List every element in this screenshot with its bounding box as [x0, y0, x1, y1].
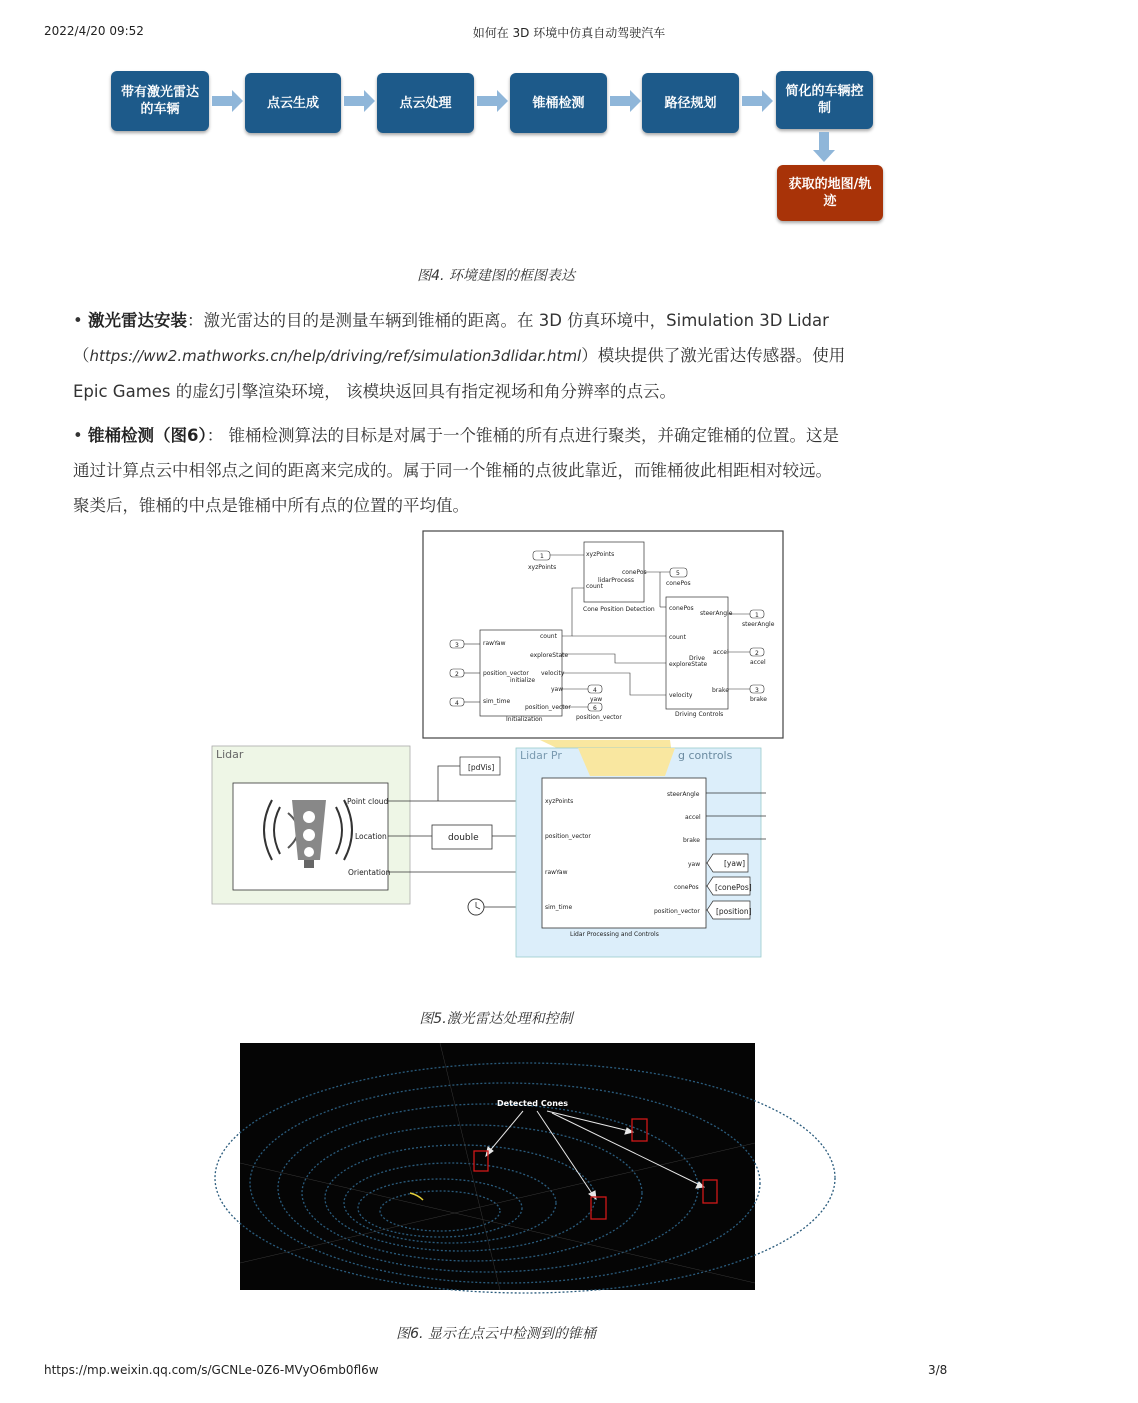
flow-arrow-1 [212, 90, 243, 112]
flow-box-vehicle-lidar: 带有激光雷达 的车辆 [111, 71, 209, 131]
svg-text:accel: accel [685, 814, 701, 821]
svg-text:Lidar: Lidar [216, 748, 244, 761]
svg-text:Lidar Processing and Controls: Lidar Processing and Controls [570, 931, 659, 938]
svg-text:sim_time: sim_time [545, 904, 573, 911]
svg-text:steerAngle: steerAngle [742, 621, 775, 628]
svg-text:conePos: conePos [674, 884, 699, 891]
bullet-lidar-title: 激光雷达安装 [87, 311, 187, 330]
svg-text:position_vector: position_vector [483, 670, 529, 677]
svg-text:exploreState: exploreState [669, 661, 708, 668]
svg-text:position_vector: position_vector [545, 833, 591, 840]
svg-text:steerAngle: steerAngle [667, 791, 700, 798]
svg-text:xyzPoints: xyzPoints [528, 564, 557, 571]
svg-text:brake: brake [683, 837, 700, 844]
svg-text:Orientation: Orientation [348, 868, 391, 877]
lidar-doc-link[interactable]: https://ww2.mathworks.cn/help/driving/ref/simulation3dlidar.html [89, 347, 582, 365]
svg-text:lidarProcess: lidarProcess [598, 577, 635, 584]
svg-text:4: 4 [455, 700, 459, 707]
flow-arrow-3 [477, 90, 508, 112]
svg-text:brake: brake [750, 696, 767, 703]
flow-box-vehicle-control: 简化的车辆控 制 [776, 71, 873, 129]
svg-text:4: 4 [593, 687, 597, 694]
svg-text:Lidar Pr: Lidar Pr [520, 749, 562, 762]
svg-text:3: 3 [755, 687, 759, 694]
bullet-cone-detection: • 锥桶检测（图6）： 锥桶检测算法的目标是对属于一个锥桶的所有点进行聚类，并确定锥桶的位置。这是 通过计算点云中相邻点之间的距离来完成的。属于同一个锥桶的点彼此靠近，而锥桶彼此相距相对较远。 聚类后，锥桶的中点是锥桶中所有点的位置的平均值。 [73, 426, 839, 515]
svg-text:yaw: yaw [590, 696, 603, 703]
svg-text:6: 6 [593, 705, 597, 712]
svg-text:2: 2 [455, 671, 459, 678]
bullet-lidar-setup: • 激光雷达安装：激光雷达的目的是测量车辆到锥桶的距离。在 3D 仿真环境中，Simulation 3D Lidar （https://ww2.mathworks.cn/help/driving/ref/simulation3dlidar.html）模块提供了激光雷达传感器。使用 Epic Games 的虚幻引擎渲染环境， 该模块返回具有指定视场和角分辨率的点云。 [73, 311, 846, 401]
page-header-title: 如何在 3D 环境中仿真自动驾驶汽车 [472, 26, 666, 40]
svg-text:count: count [586, 583, 603, 590]
svg-text:Drive: Drive [689, 655, 705, 662]
svg-text:[pdVis]: [pdVis] [468, 763, 495, 772]
svg-text:accel: accel [713, 649, 729, 656]
flow-box-pointcloud-proc: 点云处理 [377, 73, 474, 133]
flow-box-map-trajectory: 获取的地图/轨 迹 [777, 165, 883, 221]
svg-text:5: 5 [676, 570, 680, 577]
svg-text:rawYaw: rawYaw [545, 869, 568, 876]
svg-text:velocity: velocity [541, 670, 565, 677]
simulink-figure [210, 530, 775, 962]
pointcloud-figure [240, 1043, 755, 1290]
figure-6-caption: 图6. 显示在点云中检测到的锥桶 [396, 1326, 596, 1342]
svg-text:1: 1 [755, 612, 759, 619]
svg-text:initialize: initialize [510, 677, 536, 684]
svg-text:yaw: yaw [551, 686, 564, 693]
flow-arrows [0, 0, 992, 240]
svg-text:[yaw]: [yaw] [724, 859, 746, 868]
svg-text:Cone Position Detection: Cone Position Detection [583, 606, 655, 613]
svg-text:Point cloud: Point cloud [347, 797, 389, 806]
detected-cones-label: Detected Cones [497, 1099, 569, 1108]
svg-text:[position]: [position] [716, 907, 752, 916]
svg-text:brake: brake [712, 687, 729, 694]
svg-text:g controls: g controls [678, 749, 733, 762]
flow-arrow-down [813, 132, 835, 162]
figure-4-caption: 图4. 环境建图的框图表达 [417, 268, 575, 284]
svg-text:yaw: yaw [688, 861, 701, 868]
svg-text:position_vector: position_vector [525, 704, 571, 711]
svg-text:Location: Location [355, 832, 387, 841]
svg-text:position_vector: position_vector [654, 908, 700, 915]
svg-text:double: double [448, 833, 479, 843]
svg-text:conePos: conePos [666, 580, 691, 587]
flow-arrow-4 [610, 90, 641, 112]
svg-text:1: 1 [540, 553, 544, 560]
svg-text:steerAngle: steerAngle [700, 610, 733, 617]
footer-page-number: 3/8 [928, 1363, 948, 1377]
footer-url[interactable]: https://mp.weixin.qq.com/s/GCNLe-0Z6-MVyO6mb0fl6w [44, 1363, 379, 1377]
svg-text:2: 2 [755, 650, 759, 657]
svg-text:rawYaw: rawYaw [483, 640, 506, 647]
svg-text:xyzPoints: xyzPoints [545, 798, 574, 805]
bullet-cone-title: 锥桶检测（图6） [87, 426, 207, 445]
flow-box-path-plan: 路径规划 [642, 73, 739, 133]
svg-text:exploreState: exploreState [530, 652, 569, 659]
svg-text:count: count [669, 634, 686, 641]
svg-text:xyzPoints: xyzPoints [586, 551, 615, 558]
svg-text:3: 3 [455, 642, 459, 649]
svg-text:Initialization: Initialization [506, 716, 543, 723]
figure-5-caption: 图5.激光雷达处理和控制 [419, 1011, 573, 1027]
svg-text:conePos: conePos [669, 605, 694, 612]
svg-text:position_vector: position_vector [576, 714, 622, 721]
svg-text:[conePos]: [conePos] [715, 883, 752, 892]
svg-text:velocity: velocity [669, 692, 693, 699]
svg-text:conePos: conePos [622, 569, 647, 576]
svg-text:count: count [540, 633, 557, 640]
svg-text:Driving Controls: Driving Controls [675, 711, 724, 718]
svg-text:accel: accel [750, 659, 766, 666]
print-datetime: 2022/4/20 09:52 [44, 24, 144, 38]
flow-arrow-2 [344, 90, 375, 112]
flow-box-pointcloud-gen: 点云生成 [245, 73, 341, 133]
flow-box-cone-detect: 锥桶检测 [510, 73, 607, 133]
flow-arrow-5 [742, 90, 773, 112]
svg-text:sim_time: sim_time [483, 698, 511, 705]
